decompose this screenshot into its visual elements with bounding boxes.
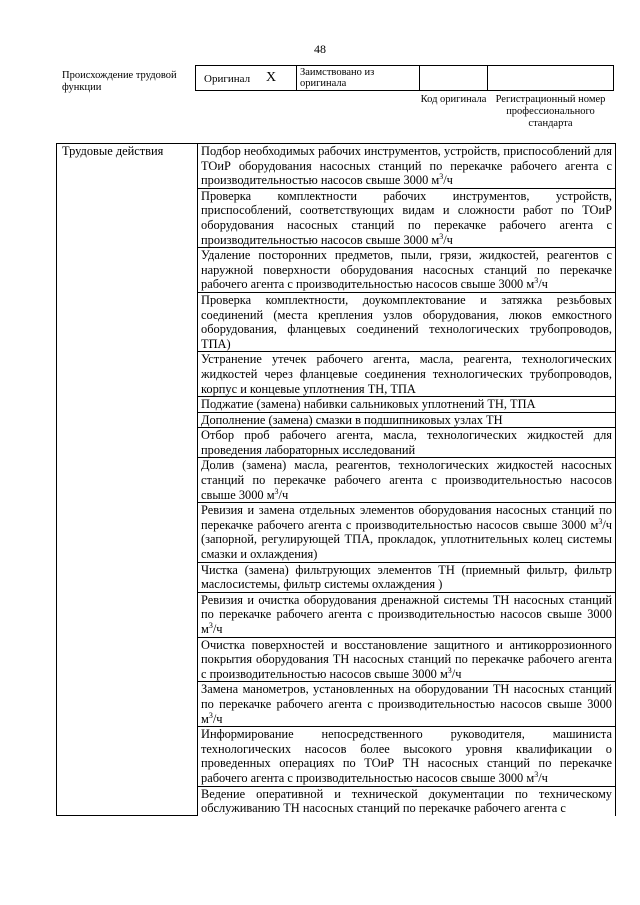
original-cell bbox=[195, 65, 297, 91]
unit-superscript: 3 bbox=[208, 620, 213, 630]
action-text-tail: /ч bbox=[538, 770, 548, 785]
action-text: Подбор необходимых рабочих инструментов, устройств, приспособлений для ТОиР оборудования насосных станций по перекачке рабочего агента с производительностью насосов свыше 3000 м bbox=[201, 144, 612, 188]
action-text: Очистка поверхностей и восстановление защитного и антикоррозионного покрытия оборудования ТН насосных станций по перекачке рабочего агента с производительностью насосов свыше 3000 м bbox=[201, 637, 612, 681]
reg-caption: Регистрационный номер профессионального стандарта bbox=[495, 94, 606, 129]
unit-superscript: 3 bbox=[439, 231, 444, 241]
action-cell bbox=[198, 397, 616, 413]
action-text: Устранение утечек рабочего агента, масла, реагента, технологических жидкостей через фланцевые соединения технологических трубопроводов, корпус и концевые уплотнения ТН, ТПА bbox=[201, 352, 612, 396]
action-text: Чистка (замена) фильтрующих элементов ТН (приемный фильтр, фильтр маслосистемы, фильтр системы охлаждения ) bbox=[201, 562, 612, 592]
action-cell bbox=[198, 428, 616, 458]
action-text: Дополнение (замена) смазки в подшипниковых узлах ТН bbox=[201, 412, 503, 427]
action-text-tail: /ч (запорной, регулирующей ТПА, прокладок, уплотнительных колец системы смазки и охлаждения) bbox=[201, 517, 612, 562]
action-cell bbox=[198, 682, 616, 727]
action-text: Ведение оперативной и технической документации по техническому обслуживанию ТН насосных станций по перекачке рабочего агента с bbox=[201, 786, 612, 816]
action-text: Удаление посторонних предметов, пыли, грязи, жидкостей, реагентов с наружной поверхности оборудования насосных станций по перекачке рабочего агента с производительностью насосов свыше 3000 м bbox=[201, 248, 612, 292]
original-label: Оригинал bbox=[204, 73, 251, 85]
labor-actions-table bbox=[56, 143, 616, 816]
action-cell bbox=[198, 188, 616, 247]
action-text: Поджатие (замена) набивки сальниковых уплотнений ТН, ТПА bbox=[201, 397, 536, 412]
action-cell bbox=[198, 727, 616, 786]
reg-number-cell bbox=[487, 65, 614, 91]
action-text: Долив (замена) масла, реагентов, технологических жидкостей насосных станций по перекачке рабочего агента с производительностью насосов свыше 3000 м bbox=[201, 458, 612, 502]
action-text-tail: /ч bbox=[212, 711, 223, 726]
borrowed-cell bbox=[296, 65, 420, 91]
action-cell bbox=[198, 562, 616, 592]
page-number: 48 bbox=[314, 42, 326, 56]
section-label: Трудовые действия bbox=[57, 144, 198, 816]
action-text: Ревизия и замена отдельных элементов оборудования насосных станций по перекачке рабочего агента с производительностью насосов свыше 3000 м bbox=[201, 503, 612, 532]
action-cell bbox=[198, 292, 616, 351]
action-text-tail: /ч bbox=[538, 277, 548, 292]
unit-superscript: 3 bbox=[534, 769, 539, 779]
action-text-tail: /ч bbox=[212, 622, 223, 636]
code-caption: Код оригинала bbox=[420, 94, 487, 105]
origin-label: Происхождение трудовой функции bbox=[62, 70, 177, 93]
action-text: Ревизия и очистка оборудования дренажной системы ТН насосных станций по перекачке рабочего агента с производительностью насосов свыше 3000 м bbox=[201, 592, 612, 636]
table-row bbox=[57, 144, 616, 189]
action-text-tail: /ч bbox=[451, 666, 462, 681]
unit-superscript: 3 bbox=[598, 516, 603, 526]
code-cell bbox=[419, 65, 488, 91]
action-text: Проверка комплектности, доукомплектование и затяжка резьбовых соединений (места крепления узлов оборудования, люков емкостного оборудования, фланцевых соединений технологических трубопроводов, ТПА) bbox=[201, 292, 612, 351]
action-text: Информирование непосредственного руководителя, машиниста технологических насосов более высокого уровня квалификации о проведенных операциях по ТОиР ТН насосных станций по перекачке рабочего агента с производительностью насосов свыше 3000 м bbox=[201, 727, 612, 785]
action-cell bbox=[198, 503, 616, 562]
unit-superscript: 3 bbox=[274, 486, 279, 496]
action-text-tail: /ч bbox=[278, 487, 289, 502]
action-cell bbox=[198, 786, 616, 816]
action-text-tail: /ч bbox=[443, 232, 453, 247]
action-text-tail: /ч bbox=[443, 173, 453, 188]
action-cell bbox=[198, 412, 616, 428]
action-cell bbox=[198, 352, 616, 397]
unit-superscript: 3 bbox=[534, 276, 539, 286]
unit-superscript: 3 bbox=[439, 172, 444, 182]
original-mark: X bbox=[266, 70, 277, 85]
action-cell bbox=[198, 592, 616, 637]
action-cell bbox=[198, 458, 616, 503]
action-cell bbox=[198, 248, 616, 293]
unit-superscript: 3 bbox=[447, 665, 452, 675]
action-text: Отбор проб рабочего агента, масла, технологических жидкостей для проведения лабораторных исследований bbox=[201, 428, 612, 457]
unit-superscript: 3 bbox=[208, 710, 213, 720]
action-text: Замена манометров, установленных на оборудовании ТН насосных станций по перекачке рабочего агента с производительностью насосов свыше 3000 м bbox=[201, 682, 612, 726]
action-text: Проверка комплектности рабочих инструментов, устройств, приспособлений, соответствующих видам и сложности работ по ТОиР оборудования насосных станций по перекачке рабочего агента с производительностью насосов свыше 3000 м bbox=[201, 188, 612, 247]
action-cell bbox=[198, 144, 616, 189]
action-cell bbox=[198, 637, 616, 682]
borrowed-label: Заимствовано из оригинала bbox=[300, 67, 375, 89]
